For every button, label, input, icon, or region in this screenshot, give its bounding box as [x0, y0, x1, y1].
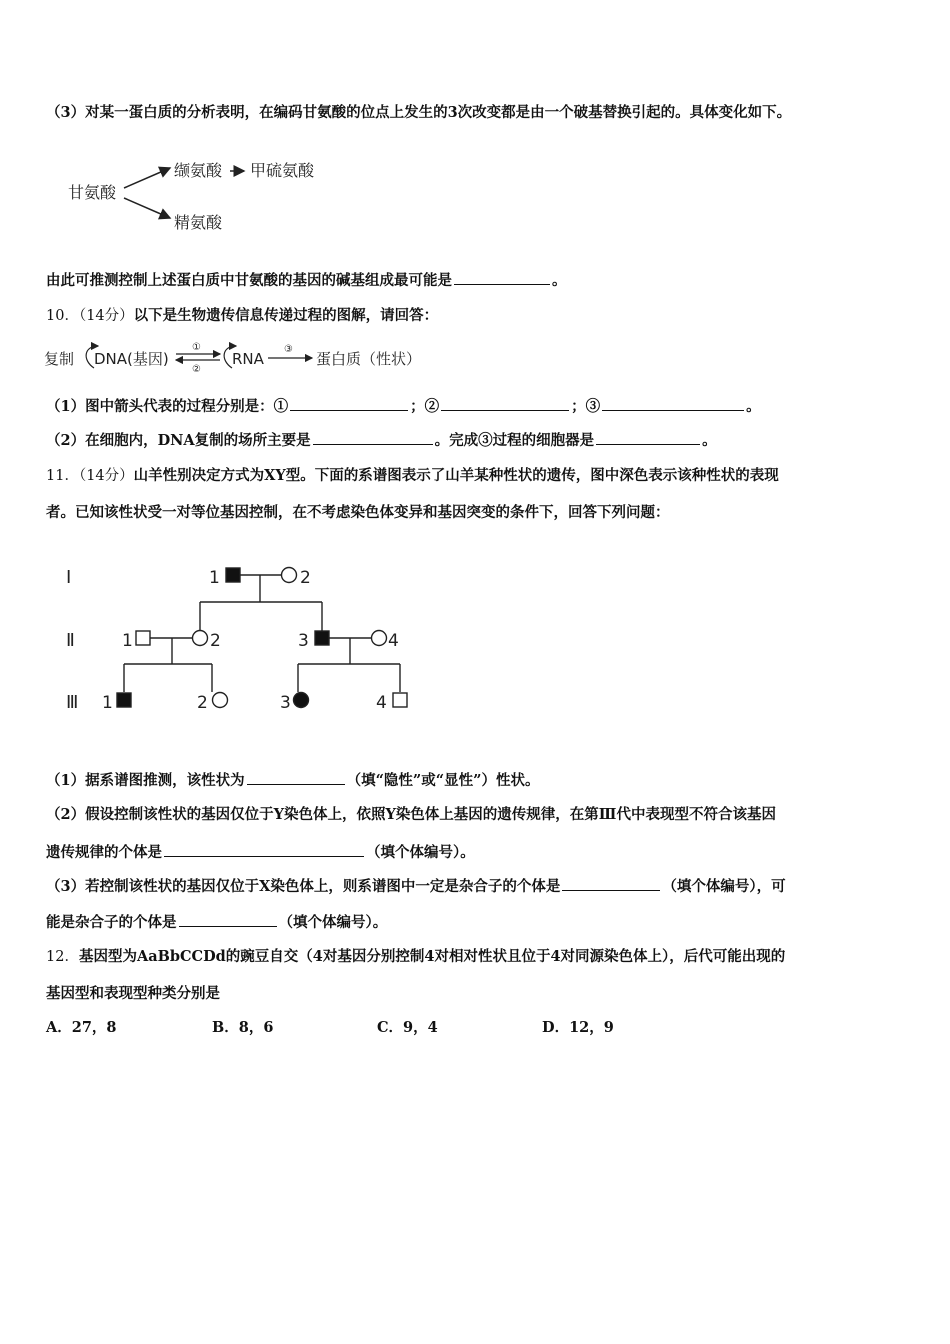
q9-conclusion-end: 。	[552, 272, 567, 289]
answer-blank-q10-5[interactable]	[596, 430, 700, 445]
label-c3: ③	[284, 344, 293, 355]
answer-blank-q11-4[interactable]	[179, 912, 277, 927]
q12-stem-line1	[46, 947, 785, 967]
q10-number: 10．	[46, 308, 79, 324]
diagram-upper-next: 甲硫氨酸	[250, 161, 315, 180]
I-2-female	[282, 568, 297, 583]
III-1-affected-male	[117, 693, 131, 707]
diagram-upper: 缬氨酸	[174, 161, 223, 180]
III-3-affected-female	[294, 693, 309, 708]
q10-p2-text: （2）在细胞内，DNA复制的场所主要是	[46, 432, 311, 449]
arrow-upper	[124, 168, 170, 188]
q10-p1-end: 。	[746, 398, 761, 415]
q11-part2-line1: （2）假设控制该性状的基因仅位于Y染色体上，依照Y染色体上基因的遗传规律，在第Ⅲ代中表现型不符合该基因	[46, 806, 776, 823]
III-4-num: 4	[376, 693, 387, 713]
q10-score: （14分）	[78, 308, 134, 324]
q11-p3-end: （填个体编号）。	[278, 914, 388, 931]
label-protein: 蛋白质（性状）	[316, 350, 422, 368]
label-c1: ①	[192, 342, 201, 353]
q11-part2-line2	[46, 842, 475, 863]
III-2-female	[213, 693, 228, 708]
q11-score: （14分）	[78, 468, 134, 484]
II-2-female	[193, 631, 208, 646]
pedigree-chart	[60, 556, 420, 726]
II-1-num: 1	[122, 631, 133, 651]
q10-part1	[46, 396, 761, 417]
q9-conclusion-text: 由此可推测控制上述蛋白质中甘氨酸的基因的碱基组成最可能是	[46, 272, 452, 289]
q12-option-c[interactable]: C．9，4	[377, 1019, 438, 1036]
gen-label-1: Ⅰ	[66, 567, 72, 588]
q10-p1-sep2: ；②	[410, 398, 440, 415]
q11-stem-line2: 者。已知该性状受一对等位基因控制，在不考虑染色体变异和基因突变的条件下，回答下列问题：	[46, 504, 670, 521]
q10-p2-end: 。	[702, 432, 717, 449]
q11-p2-end: （填个体编号）。	[366, 844, 475, 861]
III-3-num: 3	[280, 693, 291, 713]
q12-option-b[interactable]: B．8，6	[212, 1019, 274, 1036]
q12-stem1: 基因型为AaBbCCDd的豌豆自交（4对基因分别控制4对相对性状且位于4对同源染色体上），后代可能出现的	[78, 948, 786, 965]
II-3-affected-male	[315, 631, 329, 645]
label-c2: ②	[192, 364, 201, 375]
answer-blank-q10-3[interactable]	[602, 396, 744, 411]
q12-number: 12．	[46, 949, 79, 965]
q11-stem-line1	[46, 466, 779, 486]
q11-p3-mid: （填个体编号），可	[662, 878, 786, 895]
II-3-num: 3	[298, 631, 309, 651]
answer-blank-q11-3[interactable]	[562, 876, 660, 891]
I-1-num: 1	[209, 568, 220, 588]
q11-part3-line2	[46, 912, 387, 933]
II-4-female	[372, 631, 387, 646]
label-rna: RNA	[232, 350, 264, 368]
II-1-male	[136, 631, 150, 645]
q9-part3-text: （3）对某一蛋白质的分析表明，在编码甘氨酸的位点上发生的3次改变都是由一个破基替换引起的。具体变化如下。	[46, 104, 792, 121]
answer-blank-q9[interactable]	[454, 270, 550, 285]
q11-number: 11．	[46, 468, 79, 484]
III-2-num: 2	[197, 693, 208, 713]
answer-blank-q11-2[interactable]	[164, 842, 364, 857]
III-4-male	[393, 693, 407, 707]
diagram-lower: 精氨酸	[174, 213, 223, 232]
answer-blank-q10-4[interactable]	[313, 430, 433, 445]
q10-p1-text: （1）图中箭头代表的过程分别是：①	[46, 398, 289, 415]
q10-part2	[46, 430, 717, 451]
q10-p2-mid: 。完成③过程的细胞器是	[434, 432, 595, 449]
q12-option-a[interactable]: A．27，8	[46, 1019, 117, 1036]
q11-part1	[46, 770, 539, 791]
q10-stem	[46, 306, 438, 326]
q11-part3-line1	[46, 876, 786, 897]
q11-p3-text: （3）若控制该性状的基因仅位于X染色体上，则系谱图中一定是杂合子的个体是	[46, 878, 561, 895]
label-dna: DNA(基因)	[94, 350, 169, 368]
II-2-num: 2	[210, 631, 221, 651]
I-1-affected-male	[226, 568, 240, 582]
amino-acid-change-diagram	[60, 150, 360, 240]
gen-label-2: Ⅱ	[66, 630, 75, 651]
genetic-info-flow-diagram	[44, 338, 464, 380]
label-replication: 复制	[44, 350, 75, 368]
arrow-lower	[124, 198, 170, 218]
q11-p1-end: （填“隐性”或“显性”）性状。	[346, 772, 540, 789]
q11-p2-text: 遗传规律的个体是	[46, 844, 162, 861]
answer-blank-q11-1[interactable]	[247, 770, 345, 785]
diagram-source: 甘氨酸	[68, 183, 117, 202]
I-2-num: 2	[300, 568, 311, 588]
q12-stem-line2: 基因型和表现型种类分别是	[46, 985, 220, 1002]
q12-option-d[interactable]: D．12，9	[542, 1019, 614, 1036]
answer-blank-q10-2[interactable]	[441, 396, 569, 411]
q11-p1-text: （1）据系谱图推测，该性状为	[46, 772, 245, 789]
gen-label-3: Ⅲ	[66, 692, 79, 713]
q9-conclusion	[46, 270, 567, 291]
II-4-num: 4	[388, 631, 399, 651]
q10-p1-sep3: ；③	[571, 398, 601, 415]
q10-stem-text: 以下是生物遗传信息传递过程的图解，请回答：	[133, 307, 439, 324]
q11-stem1: 山羊性别决定方式为XY型。下面的系谱图表示了山羊某种性状的遗传，图中深色表示该种性状的表现	[133, 467, 779, 484]
answer-blank-q10-1[interactable]	[290, 396, 408, 411]
III-1-num: 1	[102, 693, 113, 713]
q11-p3-text2: 能是杂合子的个体是	[46, 914, 177, 931]
